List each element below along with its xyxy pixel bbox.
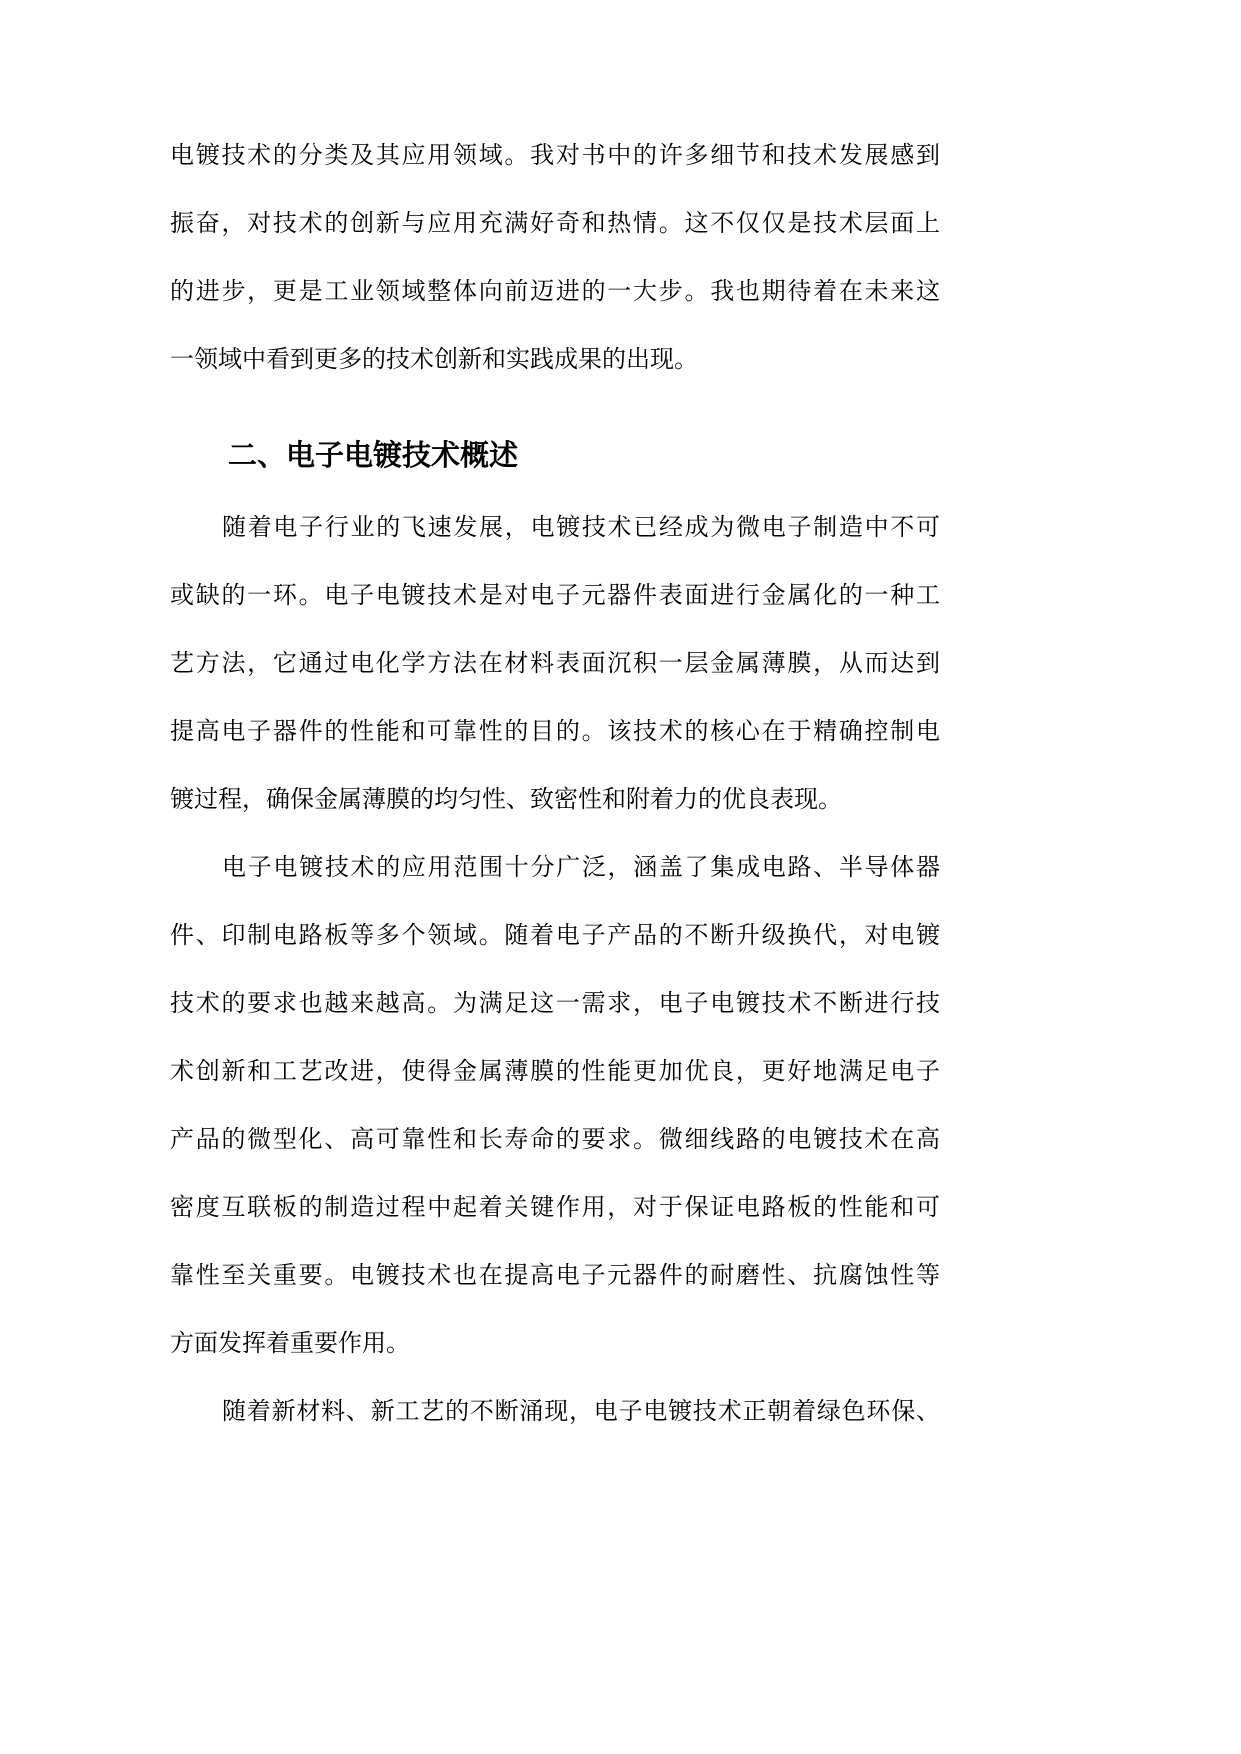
paragraph-line: 产品的微型化、高可靠性和长寿命的要求。微细线路的电镀技术在高 [170, 1125, 940, 1153]
paragraph-line: 密度互联板的制造过程中起着关键作用，对于保证电路板的性能和可 [170, 1193, 940, 1221]
paragraph-line: 术创新和工艺改进，使得金属薄膜的性能更加优良，更好地满足电子 [170, 1057, 940, 1085]
paragraph-line: 镀过程，确保金属薄膜的均匀性、致密性和附着力的优良表现。 [170, 785, 842, 813]
paragraph-line: 的进步，更是工业领域整体向前迈进的一大步。我也期待着在未来这 [170, 277, 940, 305]
paragraph-line: 方面发挥着重要作用。 [170, 1329, 410, 1357]
paragraph-overview [170, 493, 940, 833]
paragraph-trends [170, 1377, 940, 1445]
paragraph-line: 或缺的一环。电子电镀技术是对电子元器件表面进行金属化的一种工 [170, 581, 940, 609]
section-heading: 二、电子电镀技术概述 [228, 438, 519, 472]
paragraph-line: 一领域中看到更多的技术创新和实践成果的出现。 [170, 345, 698, 373]
paragraph-line: 随着新材料、新工艺的不断涌现，电子电镀技术正朝着绿色环保、 [222, 1397, 940, 1425]
paragraph-line: 电子电镀技术的应用范围十分广泛，涵盖了集成电路、半导体器 [222, 853, 940, 881]
paragraph-line: 件、印制电路板等多个领域。随着电子产品的不断升级换代，对电镀 [170, 921, 940, 949]
page-body [170, 121, 940, 1445]
paragraph-line: 提高电子器件的性能和可靠性的目的。该技术的核心在于精确控制电 [170, 717, 940, 745]
paragraph-line: 电镀技术的分类及其应用领域。我对书中的许多细节和技术发展感到 [170, 141, 940, 169]
paragraph-line: 振奋，对技术的创新与应用充满好奇和热情。这不仅仅是技术层面上 [170, 209, 940, 237]
intro-paragraph [170, 121, 940, 393]
paragraph-applications [170, 833, 940, 1377]
paragraph-line: 技术的要求也越来越高。为满足这一需求，电子电镀技术不断进行技 [170, 989, 940, 1017]
paragraph-line: 靠性至关重要。电镀技术也在提高电子元器件的耐磨性、抗腐蚀性等 [170, 1261, 940, 1289]
paragraph-line: 艺方法，它通过电化学方法在材料表面沉积一层金属薄膜，从而达到 [170, 649, 940, 677]
paragraph-line: 随着电子行业的飞速发展，电镀技术已经成为微电子制造中不可 [222, 513, 940, 541]
